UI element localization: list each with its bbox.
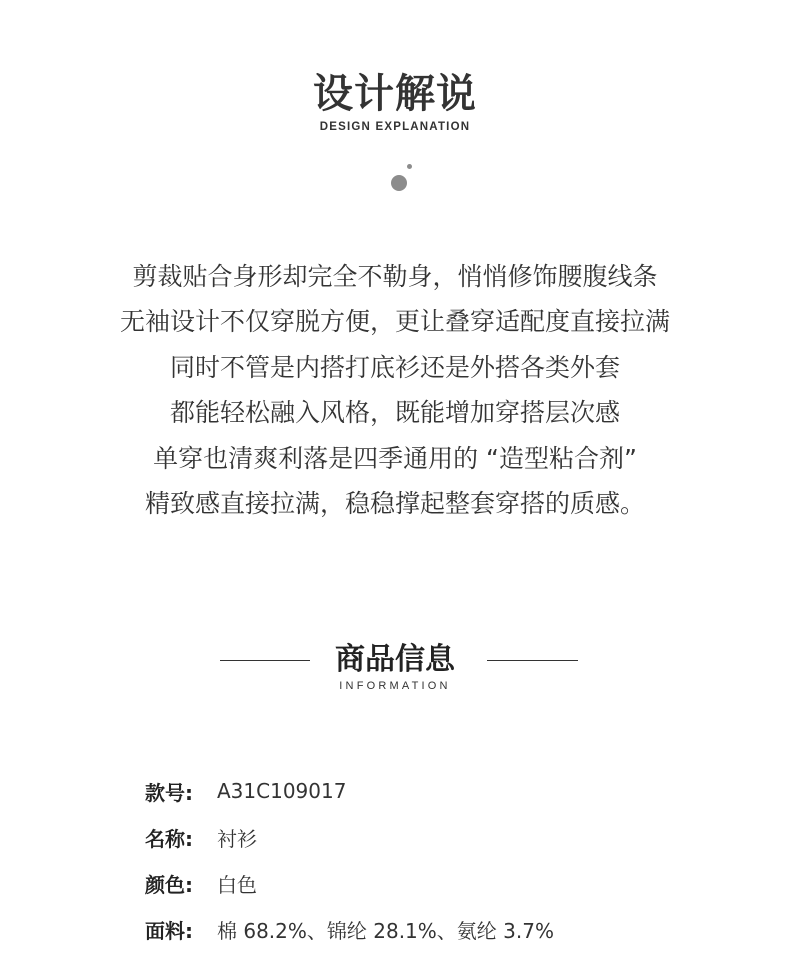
- spec-label: 名称:: [145, 826, 193, 851]
- description-line: 无袖设计不仅穿脱方便，更让叠穿适配度直接拉满: [119, 307, 670, 337]
- design-description: [0, 254, 790, 526]
- description-line: 都能轻松融入风格，既能增加穿搭层次感: [169, 398, 620, 428]
- spec-value: 棉 68.2%、锦纶 28.1%、氨纶 3.7%: [217, 918, 554, 943]
- description-line: 剪裁贴合身形却完全不勒身，悄悄修饰腰腹线条: [132, 262, 658, 291]
- decorative-dot-large: [391, 175, 407, 191]
- spec-list: [145, 768, 745, 952]
- spec-label: 款号:: [145, 780, 193, 805]
- spec-value: 衬衫: [217, 826, 257, 851]
- spec-row-name: [145, 814, 745, 860]
- spec-row-style-number: [145, 768, 745, 814]
- spec-value: A31C109017: [217, 779, 347, 803]
- description-line: 精致感直接拉满，稳稳撑起整套穿搭的质感。: [144, 488, 645, 518]
- spec-label: 颜色:: [145, 872, 193, 897]
- product-information-section: [0, 630, 790, 976]
- spec-label: 面料:: [145, 918, 193, 943]
- design-title: 设计解说: [313, 71, 477, 117]
- info-title: 商品信息: [335, 642, 455, 677]
- info-subtitle: INFORMATION: [339, 680, 451, 692]
- design-subtitle: DESIGN EXPLANATION: [319, 121, 471, 133]
- title-divider-right: [487, 660, 578, 661]
- decorative-dot-small: [407, 164, 412, 169]
- description-line: 单穿也清爽利落是四季通用的 “造型粘合剂”: [153, 443, 637, 473]
- description-line: 同时不管是内搭打底衫还是外搭各类外套: [169, 352, 620, 382]
- spec-row-color: [145, 860, 745, 906]
- spec-value: 白色: [217, 872, 257, 897]
- spec-row-fabric: [145, 906, 745, 952]
